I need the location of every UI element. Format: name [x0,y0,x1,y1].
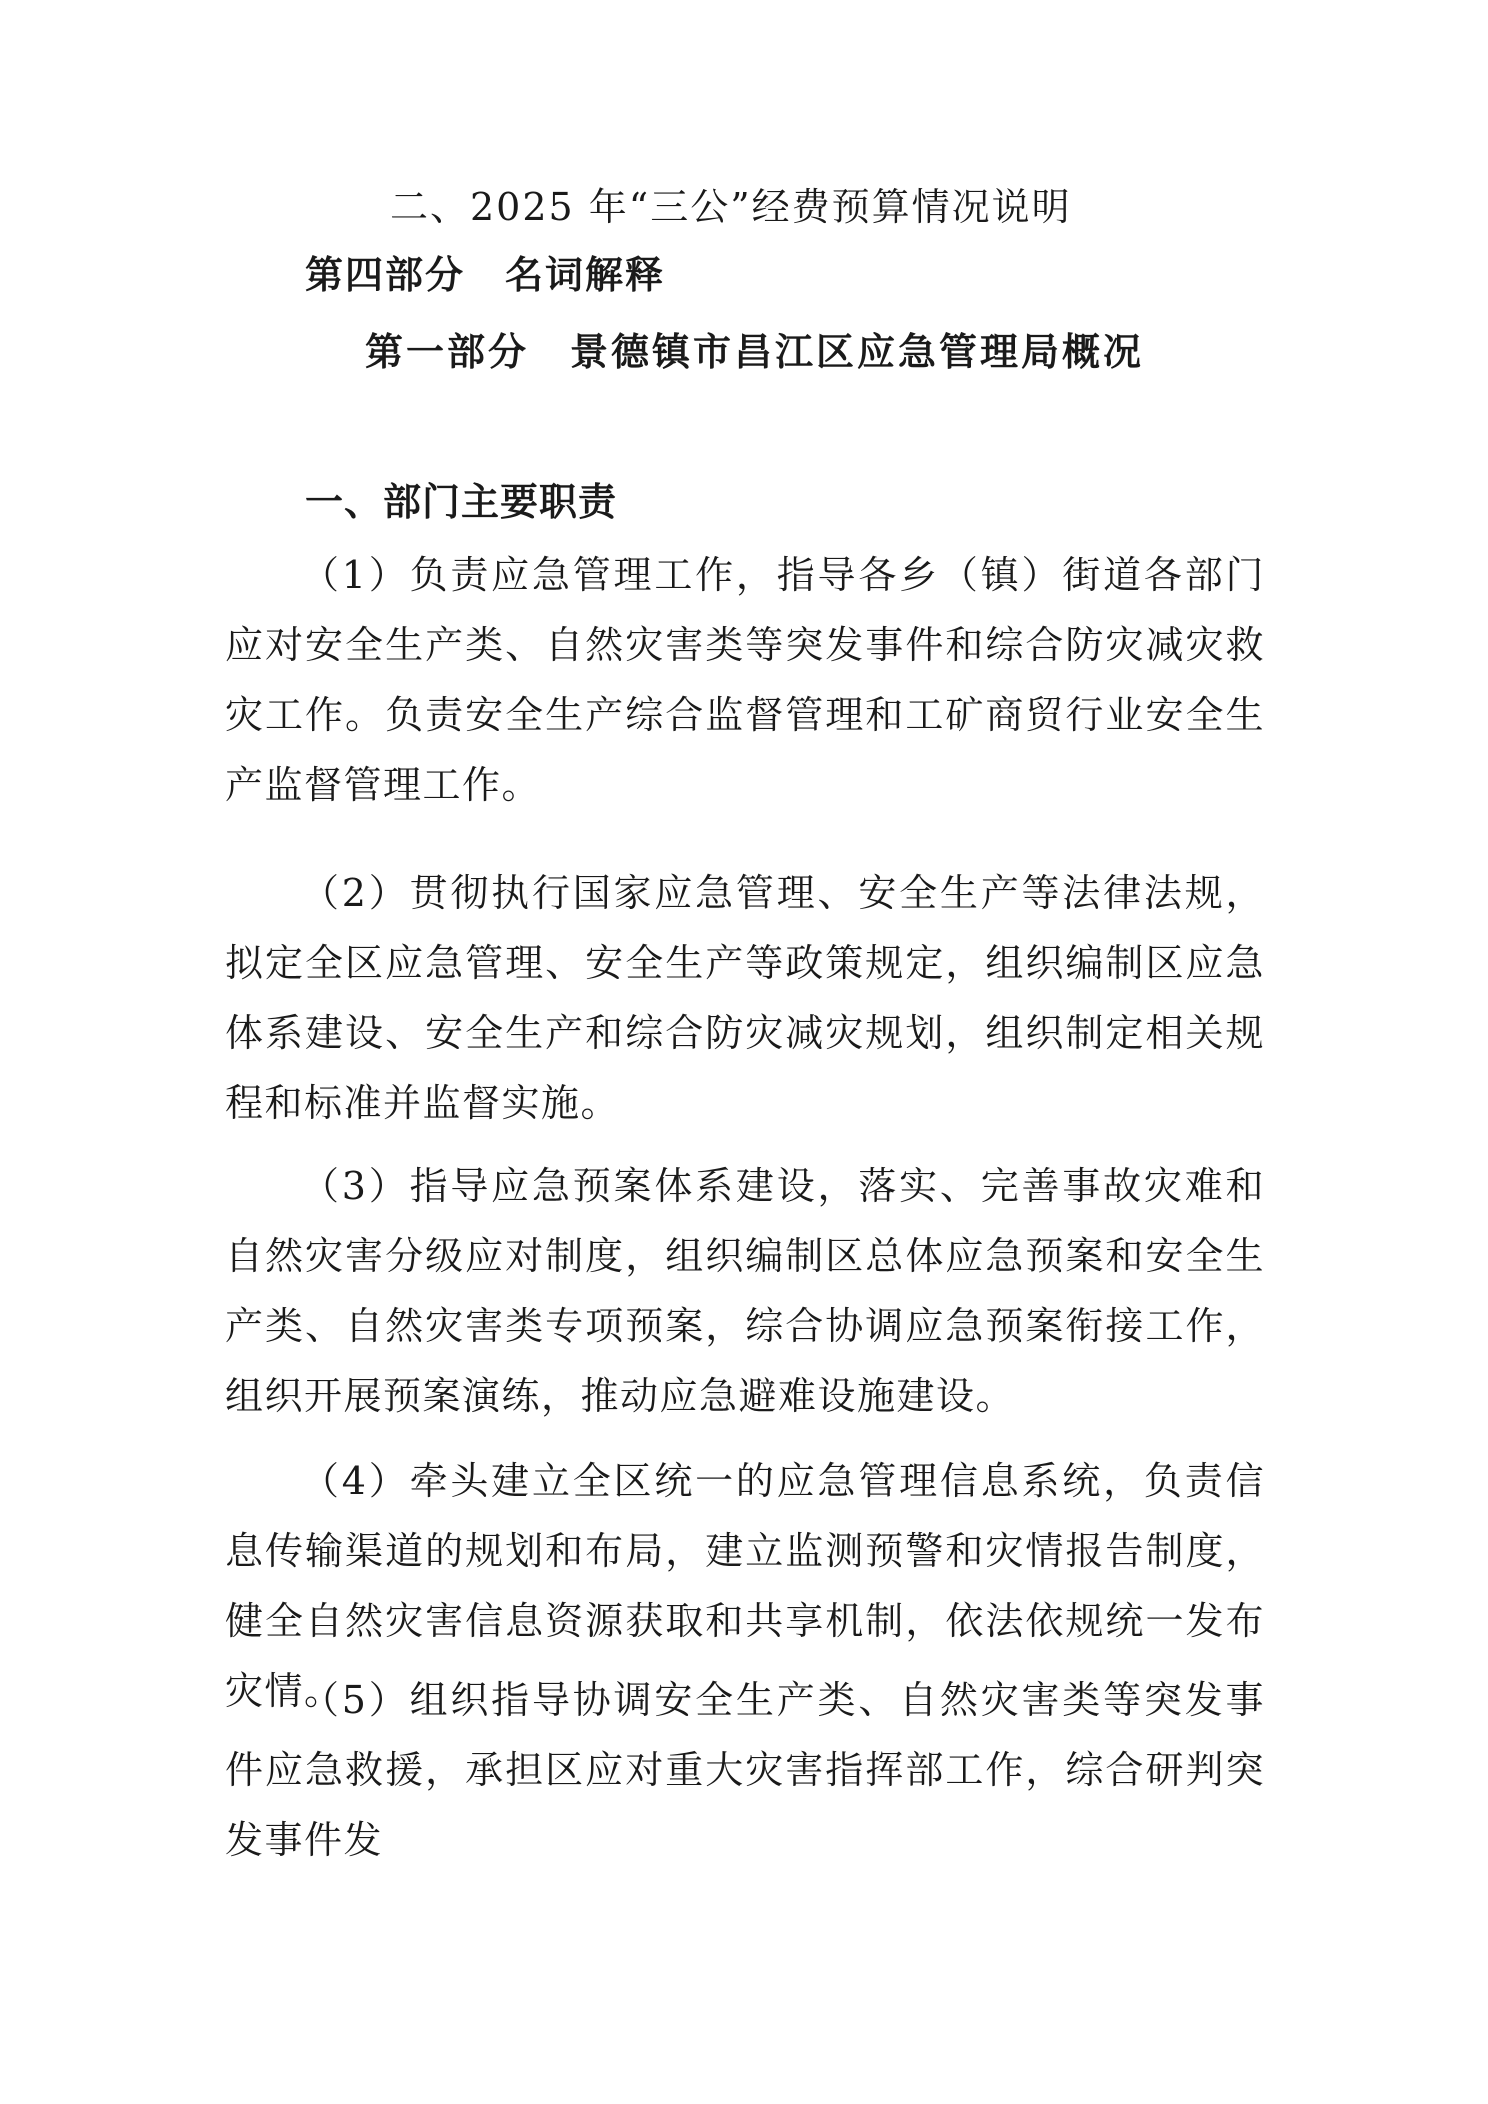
section1-heading: 一、部门主要职责 [305,480,618,524]
duty-paragraph-5: （5）组织指导协调安全生产类、自然灾害类等突发事件应急救援，承担区应对重大灾害指挥部工作，综合研判突发事件发 [225,1678,1265,1862]
part1-title: 第一部分 景德镇市昌江区应急管理局概况 [365,330,1145,374]
part4-heading: 第四部分 名词解释 [305,253,666,297]
duty-paragraph-1: （1）负责应急管理工作，指导各乡（镇）街道各部门应对安全生产类、自然灾害类等突发事件和综合防灾减灾救灾工作。负责安全生产综合监督管理和工矿商贸行业安全生产监督管理工作。 [225,553,1265,807]
duty-paragraph-2: （2）贯彻执行国家应急管理、安全生产等法律法规，拟定全区应急管理、安全生产等政策规定，组织编制区应急体系建设、安全生产和综合防灾减灾规划，组织制定相关规程和标准并监督实施。 [225,871,1265,1125]
toc-item-three-public-budget: 二、2025 年“三公”经费预算情况说明 [390,185,1072,229]
duty-paragraph-3: （3）指导应急预案体系建设，落实、完善事故灾难和自然灾害分级应对制度，组织编制区总体应急预案和安全生产类、自然灾害类专项预案，综合协调应急预案衔接工作，组织开展预案演练，推动应急避难设施建设。 [225,1164,1265,1418]
duty-paragraph-4: （4）牵头建立全区统一的应急管理信息系统，负责信息传输渠道的规划和布局，建立监测预警和灾情报告制度，健全自然灾害信息资源获取和共享机制，依法依规统一发布灾情。 [225,1459,1265,1713]
